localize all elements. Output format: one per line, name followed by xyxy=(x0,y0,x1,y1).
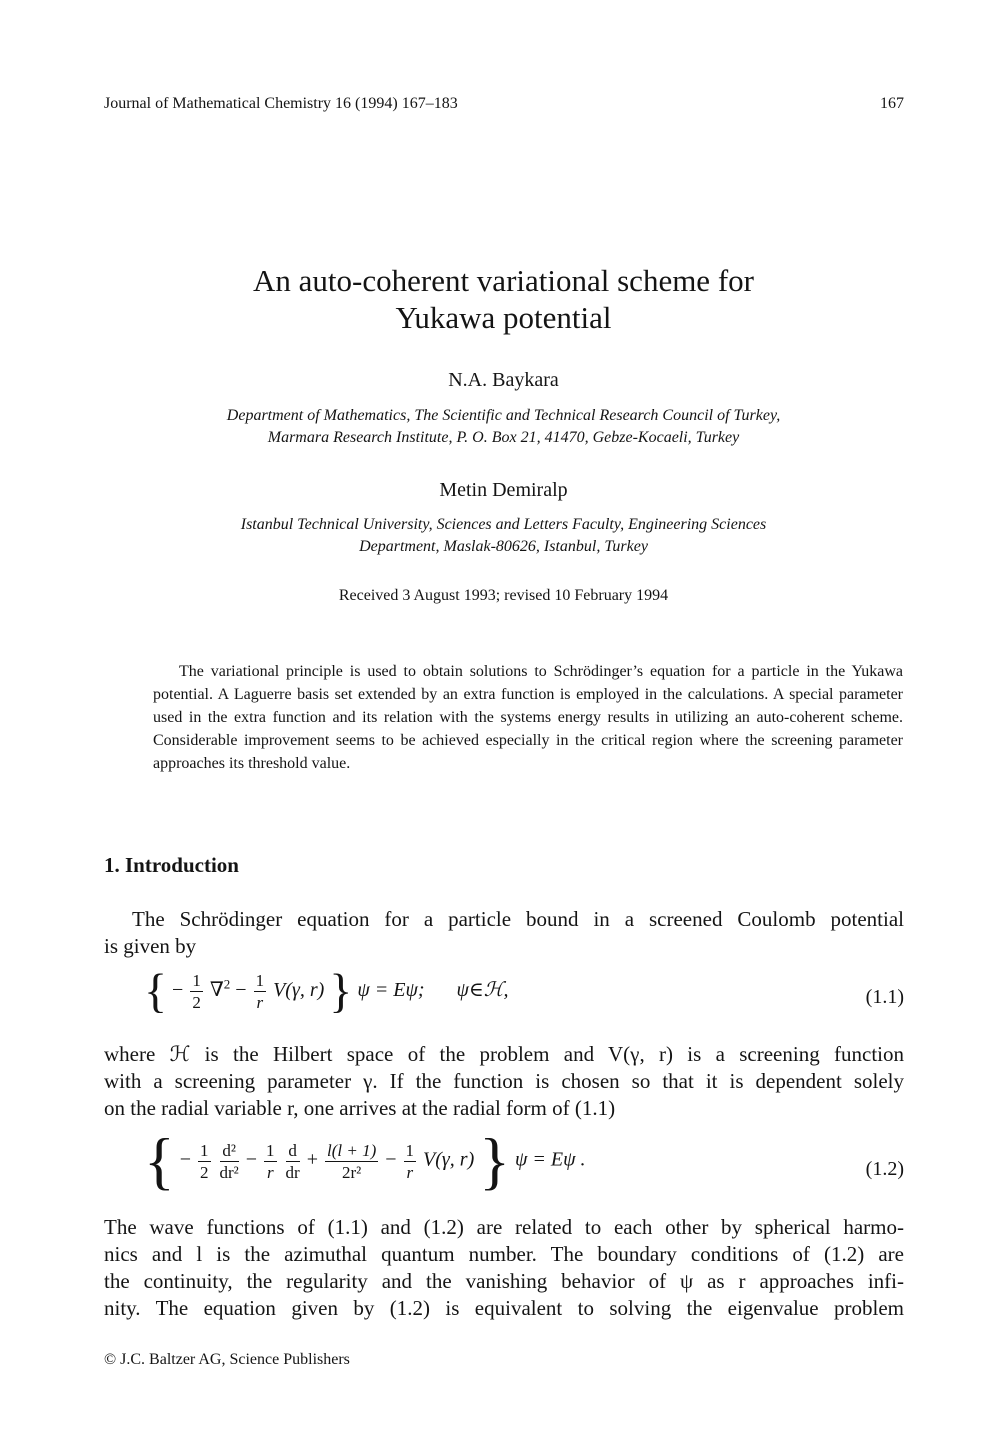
copyright-footer: © J.C. Baltzer AG, Science Publishers xyxy=(104,1351,350,1368)
text-line: on the radial variable r, one arrives at the radial form of (1.1) xyxy=(104,1096,616,1120)
text-line: nity. The equation given by (1.2) is equivalent to solving the eigenvalue problem xyxy=(104,1296,904,1320)
right-brace: } xyxy=(479,1125,510,1196)
equation-rhs: ψ = Eψ . xyxy=(514,1148,586,1171)
paragraph-intro xyxy=(104,906,904,960)
affiliation-line: Department of Mathematics, The Scientific and Technical Research Council of Turkey, xyxy=(226,407,781,424)
author-name-2: Metin Demiralp xyxy=(439,479,568,501)
potential-term: V(γ, r) xyxy=(423,1148,475,1171)
text-line: The wave functions of (1.1) and (1.2) are related to each other by spherical harmo- xyxy=(104,1215,904,1239)
text-line: is given by xyxy=(104,934,197,958)
fraction: $\frac{1}{2}$ xyxy=(200,1140,209,1182)
received-dates: Received 3 August 1993; revised 10 February 1994 xyxy=(338,587,669,604)
right-brace: } xyxy=(329,964,353,1018)
author-affiliation-1 xyxy=(0,405,1007,449)
equation-number: (1.1) xyxy=(865,986,904,1008)
text-line: nics and l is the azimuthal quantum number. The boundary conditions of (1.2) are xyxy=(104,1242,904,1266)
author-affiliation-2 xyxy=(0,514,1007,558)
equation-body: { − $\frac{1}{2}$ $\frac{\text{d²}}{\text{dr²}}$ − $\frac{1}{r}$ $\frac{d}{dr}$ + $\frac{l(l + 1)}{\text{2r²}}$ − $\frac{1}{r}$ V(γ, r) } ψ = Eψ . xyxy=(144,1125,586,1196)
paragraph-hilbert xyxy=(104,1041,904,1122)
title-line-1: An auto-coherent variational scheme for xyxy=(253,263,754,298)
fraction: $\frac{1}{r}$ xyxy=(405,1140,415,1182)
nabla-symbol: ∇ xyxy=(209,979,224,1002)
fraction: $\frac{\text{d²}}{\text{dr²}}$ xyxy=(219,1140,239,1182)
left-brace: { xyxy=(144,1125,175,1196)
fraction: $\frac{1}{2}$ xyxy=(192,971,201,1012)
fraction: $\frac{1}{r}$ xyxy=(266,1140,275,1182)
left-brace: { xyxy=(144,964,168,1018)
affiliation-line: Istanbul Technical University, Sciences and Letters Faculty, Engineering Sciences xyxy=(240,516,767,533)
title-line-2: Yukawa potential xyxy=(395,300,612,335)
affiliation-line: Marmara Research Institute, P. O. Box 21, 41470, Gebze-Kocaeli, Turkey xyxy=(267,429,740,446)
hilbert-membership: ψ∈ℋ, xyxy=(456,979,509,1002)
text-line: where ℋ is the Hilbert space of the problem and V(γ, r) is a screening function xyxy=(104,1042,904,1066)
fraction: $\frac{1}{r}$ xyxy=(255,971,265,1012)
paragraph-wavefunctions xyxy=(104,1214,904,1322)
equation-1-1 xyxy=(104,964,904,1030)
page-number: 167 xyxy=(880,95,904,112)
text-line: with a screening parameter γ. If the function is chosen so that it is dependent solely xyxy=(104,1069,904,1093)
text-line: the continuity, the regularity and the vanishing behavior of ψ as r approaches infi- xyxy=(104,1269,904,1293)
journal-citation: Journal of Mathematical Chemistry 16 (1994) 167–183 xyxy=(104,95,458,112)
abstract xyxy=(153,660,903,775)
text-line: The Schrödinger equation for a particle bound in a screened Coulomb potential xyxy=(132,907,904,931)
potential-term: V(γ, r) xyxy=(273,979,325,1002)
equation-number: (1.2) xyxy=(865,1158,904,1180)
equation-rhs: ψ = Eψ; xyxy=(357,979,425,1002)
section-heading: 1. Introduction xyxy=(104,853,239,877)
paper-title xyxy=(0,262,1007,336)
author-name-1: N.A. Baykara xyxy=(448,369,559,391)
fraction: $\frac{l(l + 1)}{\text{2r²}}$ xyxy=(327,1140,377,1182)
fraction: $\frac{d}{dr}$ xyxy=(285,1140,300,1182)
affiliation-line: Department, Maslak-80626, Istanbul, Turkey xyxy=(359,538,648,555)
abstract-text: The variational principle is used to obtain solutions to Schrödinger’s equation for a particle in the Yukawa potential. A Laguerre basis set extended by an extra function is employed in the calculations. A special parameter used in the extra function and its relation with the systems energy results in utilizing an auto-coherent scheme. Considerable improvement seems to be achieved especially in the critical region where the screening parameter approaches its threshold value. xyxy=(153,663,903,772)
equation-1-2 xyxy=(104,1125,904,1208)
equation-body: { − $\frac{1}{2}$ ∇$^2$ − $\frac{1}{r}$ V(γ, r) } ψ = Eψ; ψ∈ℋ, xyxy=(144,964,509,1018)
